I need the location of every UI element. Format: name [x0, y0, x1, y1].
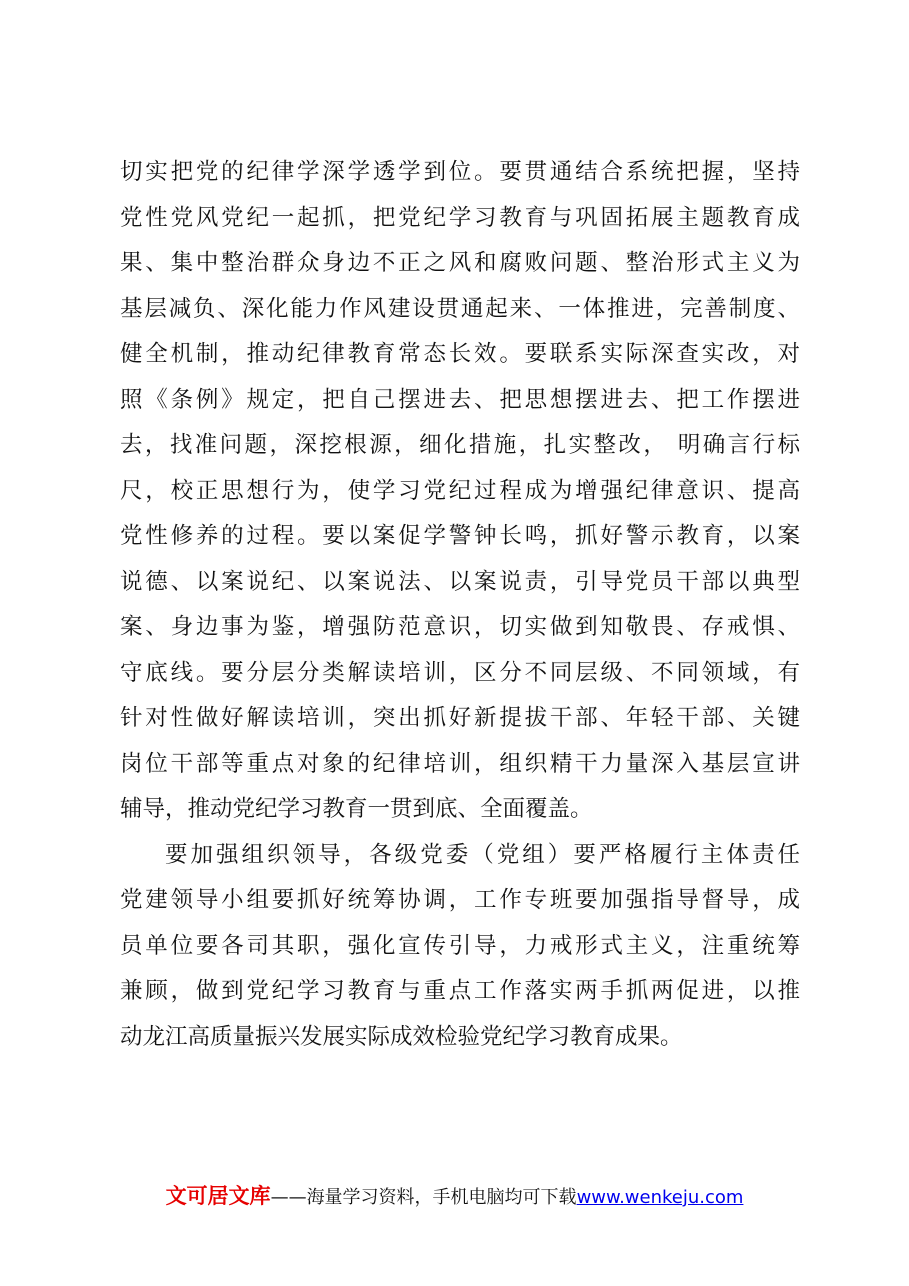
text-line: 兼顾，做到党纪学习教育与重点工作落实两手抓两促进，以推 — [120, 978, 800, 1004]
text-line: 动龙江高质量振兴发展实际成效检验党纪学习教育成果。 — [120, 1023, 683, 1050]
text-line: 党性修养的过程。要以案促学警钟长鸣，抓好警示教育，以案 — [120, 523, 800, 549]
text-line: 员单位要各司其职，强化宣传引导，力戒形式主义，注重统筹 — [120, 932, 800, 959]
text-line: 切实把党的纪律学深学透学到位。要贯通结合系统把握，坚持 — [120, 159, 800, 185]
brand-name: 文可居文库 — [165, 1184, 271, 1208]
text-line: 岗位干部等重点对象的纪律培训，组织精干力量深入基层宣讲 — [120, 750, 800, 777]
text-line: 党性党风党纪一起抓，把党纪学习教育与巩固拓展主题教育成 — [120, 204, 800, 231]
text-line: 健全机制，推动纪律教育常态长效。要联系实际深查实改，对 — [120, 341, 800, 367]
footer-tagline: ——海量学习资料，手机电脑均可下载 — [270, 1187, 577, 1208]
footer-banner — [0, 1182, 909, 1212]
paragraph-start-line: 要加强组织领导，各级党委（党组）要严格履行主体责任 — [165, 841, 800, 868]
text-line: 果、集中整治群众身边不正之风和腐败问题、整治形式主义为 — [120, 250, 800, 276]
text-line: 尺，校正思想行为，使学习党纪过程成为增强纪律意识、提高 — [120, 477, 800, 504]
text-line: 辅导，推动党纪学习教育一贯到底、全面覆盖。 — [120, 796, 593, 822]
text-line: 案、身边事为鉴，增强防范意识，切实做到知敬畏、存戒惧、 — [120, 614, 800, 640]
document-body — [120, 150, 800, 1060]
text-line: 针对性做好解读培训，突出抓好新提拔干部、年轻干部、关键 — [120, 705, 800, 731]
text-line: 守底线。要分层分类解读培训，区分不同层级、不同领域，有 — [120, 659, 800, 686]
text-line: 党建领导小组要抓好统筹协调，工作专班要加强指导督导，成 — [120, 887, 800, 913]
text-line: 照《条例》规定，把自己摆进去、把思想摆进去、把工作摆进 — [120, 386, 800, 413]
text-line: 基层减负、深化能力作风建设贯通起来、一体推进，完善制度、 — [120, 295, 800, 322]
text-line: 去，找准问题，深挖根源，细化措施，扎实整改， 明确言行标 — [120, 432, 800, 458]
website-link[interactable]: www.wenkeju.com — [576, 1187, 744, 1208]
text-line: 说德、以案说纪、以案说法、以案说责，引导党员干部以典型 — [120, 568, 800, 595]
